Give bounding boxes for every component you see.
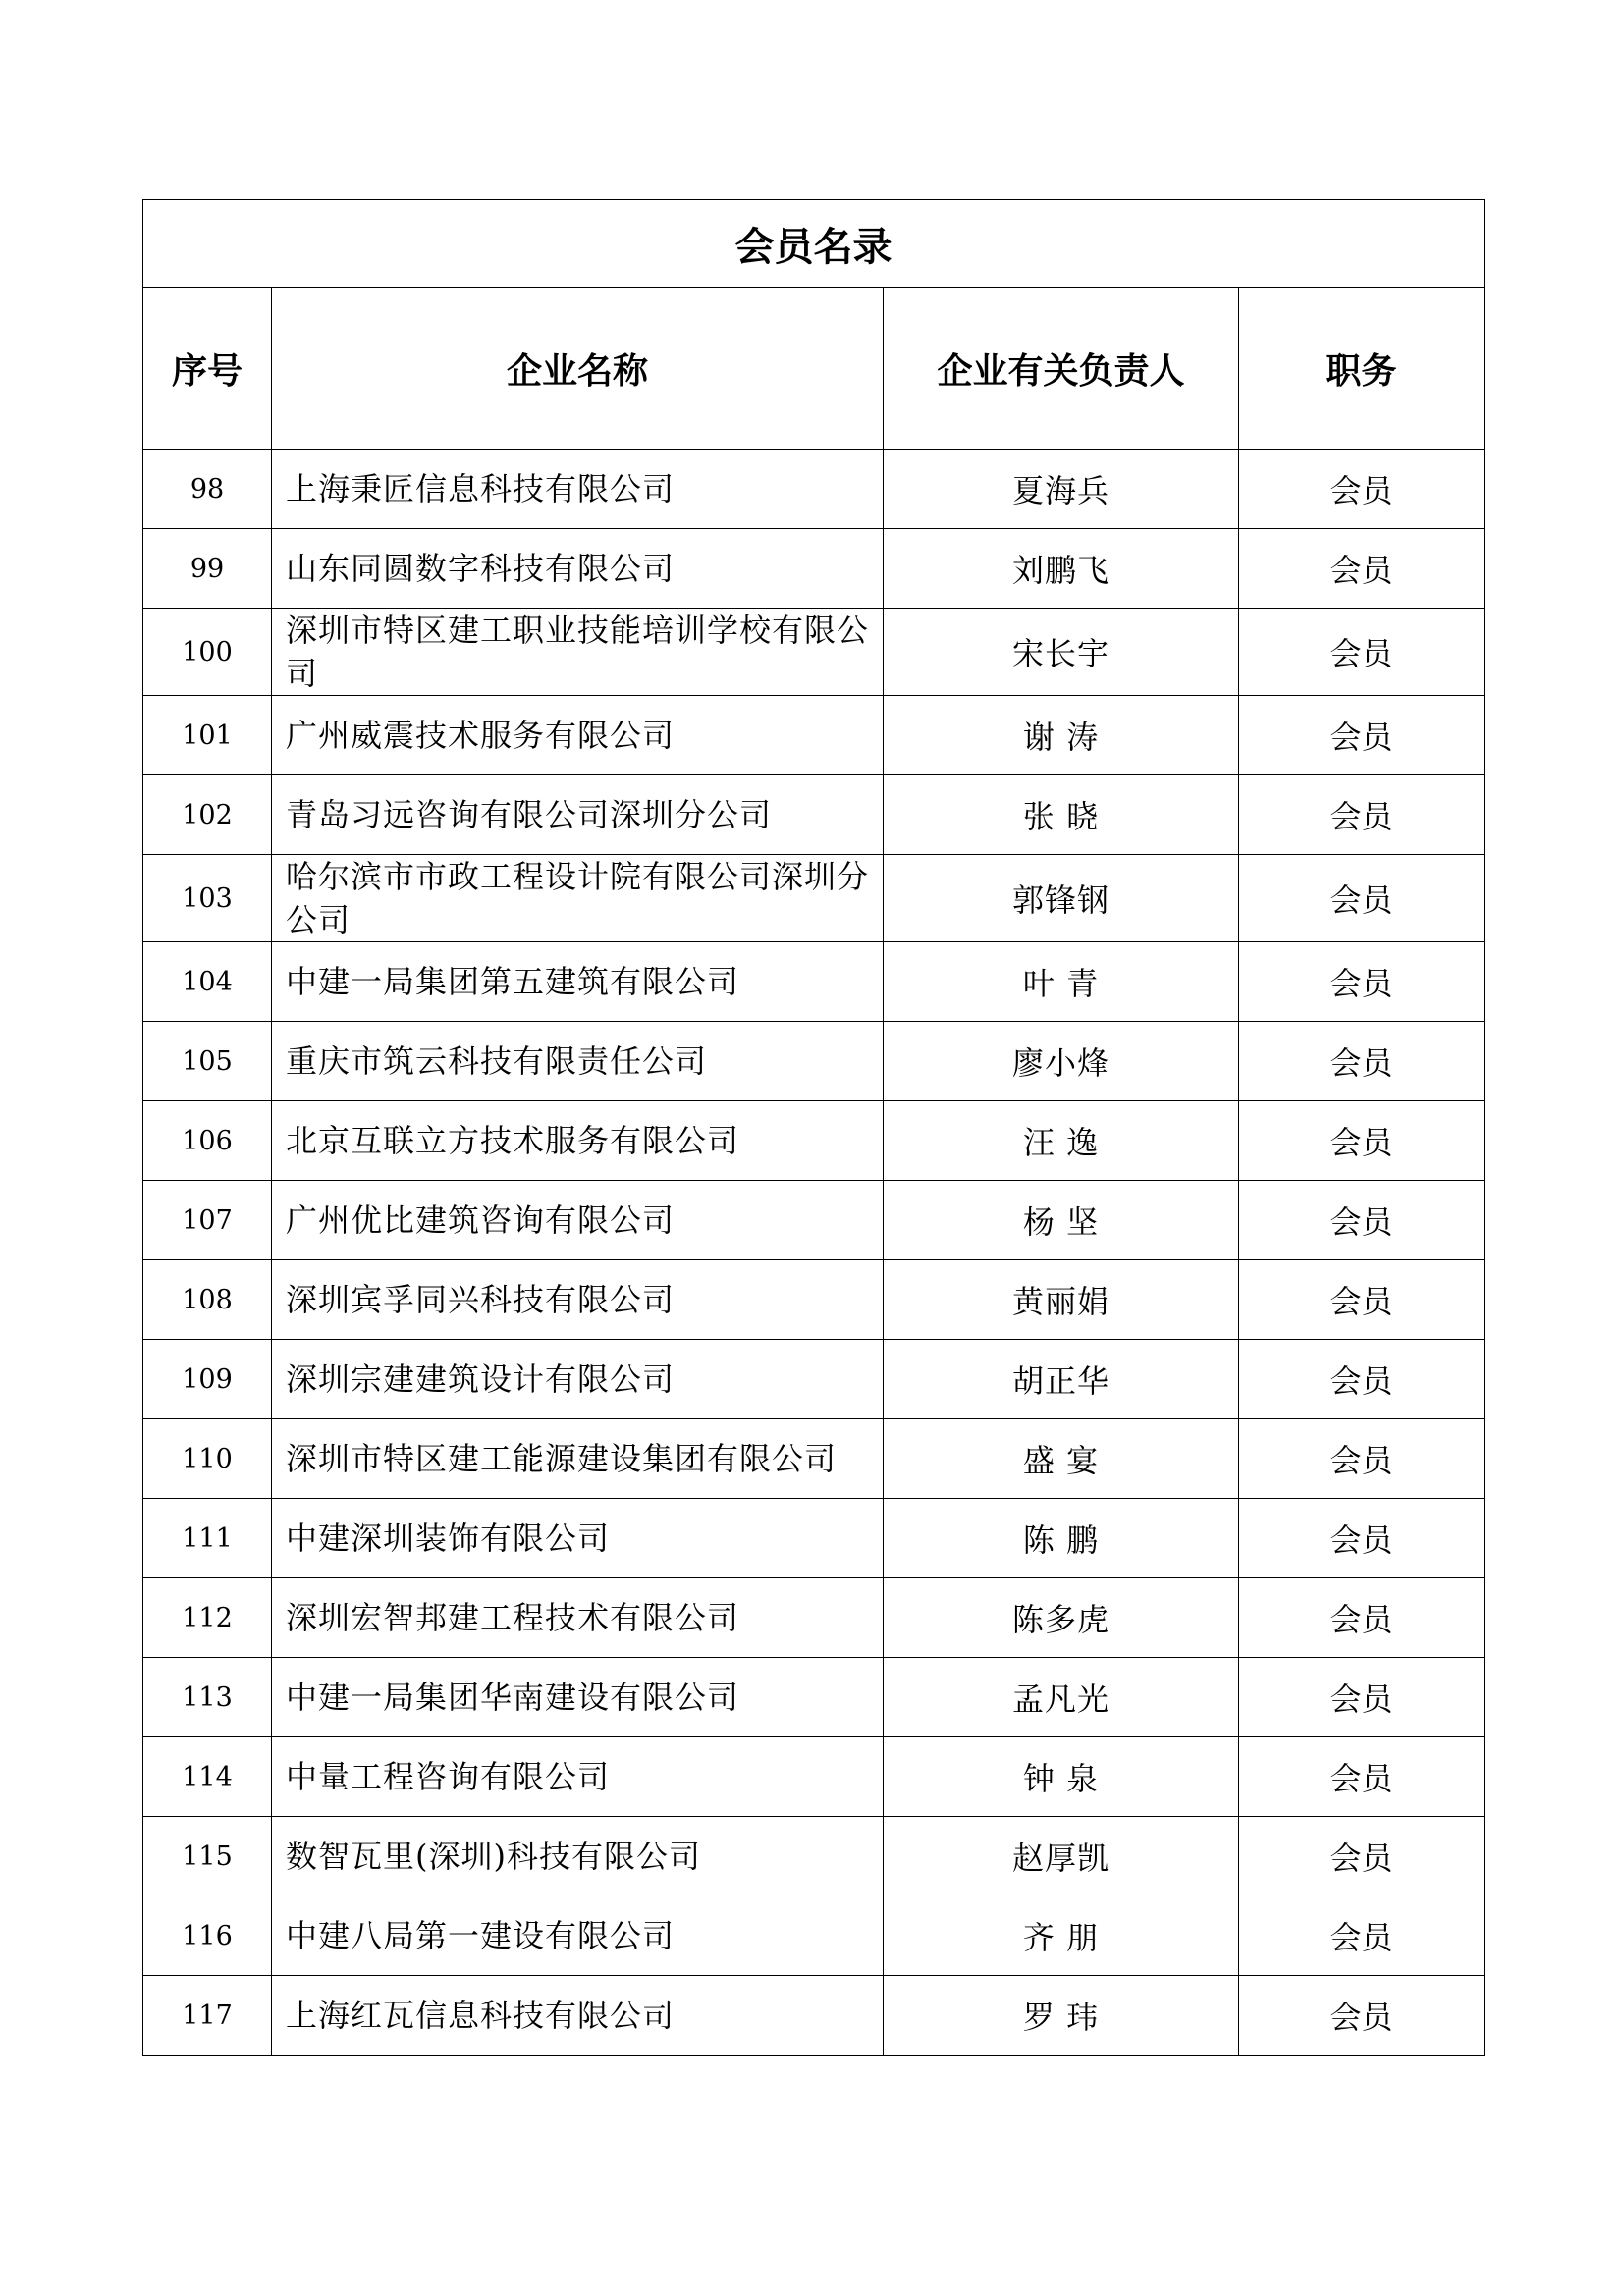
header-role: 职务 — [1239, 288, 1485, 450]
responsible-person: 刘鹏飞 — [884, 529, 1239, 609]
responsible-person: 廖小烽 — [884, 1022, 1239, 1101]
table-row — [143, 1419, 1485, 1499]
table-row — [143, 1737, 1485, 1817]
row-number: 112 — [143, 1578, 272, 1658]
member-role: 会员 — [1239, 1022, 1485, 1101]
member-role: 会员 — [1239, 609, 1485, 696]
member-role: 会员 — [1239, 1896, 1485, 1976]
table-row — [143, 529, 1485, 609]
member-role: 会员 — [1239, 1101, 1485, 1181]
row-number: 110 — [143, 1419, 272, 1499]
row-number: 103 — [143, 855, 272, 942]
row-number: 107 — [143, 1181, 272, 1260]
responsible-person: 齐 朋 — [884, 1896, 1239, 1976]
table-row — [143, 1976, 1485, 2056]
row-number: 111 — [143, 1499, 272, 1578]
member-role: 会员 — [1239, 696, 1485, 775]
row-number: 102 — [143, 775, 272, 855]
member-role: 会员 — [1239, 1817, 1485, 1896]
table-row — [143, 1260, 1485, 1340]
member-role: 会员 — [1239, 1976, 1485, 2056]
header-row — [143, 288, 1485, 450]
header-person: 企业有关负责人 — [884, 288, 1239, 450]
row-number: 113 — [143, 1658, 272, 1737]
responsible-person: 陈 鹏 — [884, 1499, 1239, 1578]
company-name: 上海红瓦信息科技有限公司 — [272, 1976, 884, 2056]
row-number: 99 — [143, 529, 272, 609]
responsible-person: 宋长宇 — [884, 609, 1239, 696]
company-name: 青岛习远咨询有限公司深圳分公司 — [272, 775, 884, 855]
member-role: 会员 — [1239, 450, 1485, 529]
company-name: 中建深圳装饰有限公司 — [272, 1499, 884, 1578]
company-name: 哈尔滨市市政工程设计院有限公司深圳分公司 — [272, 855, 884, 942]
responsible-person: 叶 青 — [884, 942, 1239, 1022]
member-role: 会员 — [1239, 1260, 1485, 1340]
row-number: 117 — [143, 1976, 272, 2056]
table-title: 会员名录 — [143, 200, 1485, 288]
company-name: 中建一局集团华南建设有限公司 — [272, 1658, 884, 1737]
member-roster-table — [142, 199, 1485, 2056]
row-number: 106 — [143, 1101, 272, 1181]
table-row — [143, 1101, 1485, 1181]
member-role: 会员 — [1239, 1658, 1485, 1737]
responsible-person: 陈多虎 — [884, 1578, 1239, 1658]
member-role: 会员 — [1239, 1419, 1485, 1499]
table-row — [143, 1658, 1485, 1737]
company-name: 北京互联立方技术服务有限公司 — [272, 1101, 884, 1181]
table-row — [143, 1499, 1485, 1578]
member-role: 会员 — [1239, 529, 1485, 609]
responsible-person: 赵厚凯 — [884, 1817, 1239, 1896]
responsible-person: 胡正华 — [884, 1340, 1239, 1419]
responsible-person: 罗 玮 — [884, 1976, 1239, 2056]
row-number: 114 — [143, 1737, 272, 1817]
company-name: 深圳市特区建工职业技能培训学校有限公司 — [272, 609, 884, 696]
member-role: 会员 — [1239, 1340, 1485, 1419]
row-number: 105 — [143, 1022, 272, 1101]
member-role: 会员 — [1239, 1499, 1485, 1578]
member-role: 会员 — [1239, 1737, 1485, 1817]
row-number: 101 — [143, 696, 272, 775]
row-number: 98 — [143, 450, 272, 529]
row-number: 108 — [143, 1260, 272, 1340]
table-row — [143, 1022, 1485, 1101]
member-role: 会员 — [1239, 775, 1485, 855]
header-no: 序号 — [143, 288, 272, 450]
company-name: 深圳宾孚同兴科技有限公司 — [272, 1260, 884, 1340]
row-number: 100 — [143, 609, 272, 696]
table-row — [143, 609, 1485, 696]
header-company: 企业名称 — [272, 288, 884, 450]
company-name: 中建八局第一建设有限公司 — [272, 1896, 884, 1976]
member-role: 会员 — [1239, 855, 1485, 942]
table-row — [143, 1340, 1485, 1419]
responsible-person: 夏海兵 — [884, 450, 1239, 529]
responsible-person: 郭锋钢 — [884, 855, 1239, 942]
member-role: 会员 — [1239, 942, 1485, 1022]
member-role: 会员 — [1239, 1578, 1485, 1658]
responsible-person: 谢 涛 — [884, 696, 1239, 775]
table-row — [143, 696, 1485, 775]
company-name: 广州优比建筑咨询有限公司 — [272, 1181, 884, 1260]
responsible-person: 孟凡光 — [884, 1658, 1239, 1737]
responsible-person: 钟 泉 — [884, 1737, 1239, 1817]
row-number: 109 — [143, 1340, 272, 1419]
company-name: 深圳市特区建工能源建设集团有限公司 — [272, 1419, 884, 1499]
table-row — [143, 775, 1485, 855]
responsible-person: 杨 坚 — [884, 1181, 1239, 1260]
title-row — [143, 200, 1485, 288]
company-name: 中量工程咨询有限公司 — [272, 1737, 884, 1817]
member-role: 会员 — [1239, 1181, 1485, 1260]
company-name: 山东同圆数字科技有限公司 — [272, 529, 884, 609]
table-row — [143, 1817, 1485, 1896]
company-name: 重庆市筑云科技有限责任公司 — [272, 1022, 884, 1101]
responsible-person: 汪 逸 — [884, 1101, 1239, 1181]
table-row — [143, 1578, 1485, 1658]
company-name: 深圳宗建建筑设计有限公司 — [272, 1340, 884, 1419]
table-row — [143, 942, 1485, 1022]
company-name: 中建一局集团第五建筑有限公司 — [272, 942, 884, 1022]
table-row — [143, 855, 1485, 942]
table-row — [143, 1181, 1485, 1260]
company-name: 上海秉匠信息科技有限公司 — [272, 450, 884, 529]
row-number: 104 — [143, 942, 272, 1022]
responsible-person: 张 晓 — [884, 775, 1239, 855]
row-number: 115 — [143, 1817, 272, 1896]
table-row — [143, 1896, 1485, 1976]
table-row — [143, 450, 1485, 529]
company-name: 广州威震技术服务有限公司 — [272, 696, 884, 775]
company-name: 深圳宏智邦建工程技术有限公司 — [272, 1578, 884, 1658]
responsible-person: 盛 宴 — [884, 1419, 1239, 1499]
responsible-person: 黄丽娟 — [884, 1260, 1239, 1340]
company-name: 数智瓦里(深圳)科技有限公司 — [272, 1817, 884, 1896]
row-number: 116 — [143, 1896, 272, 1976]
